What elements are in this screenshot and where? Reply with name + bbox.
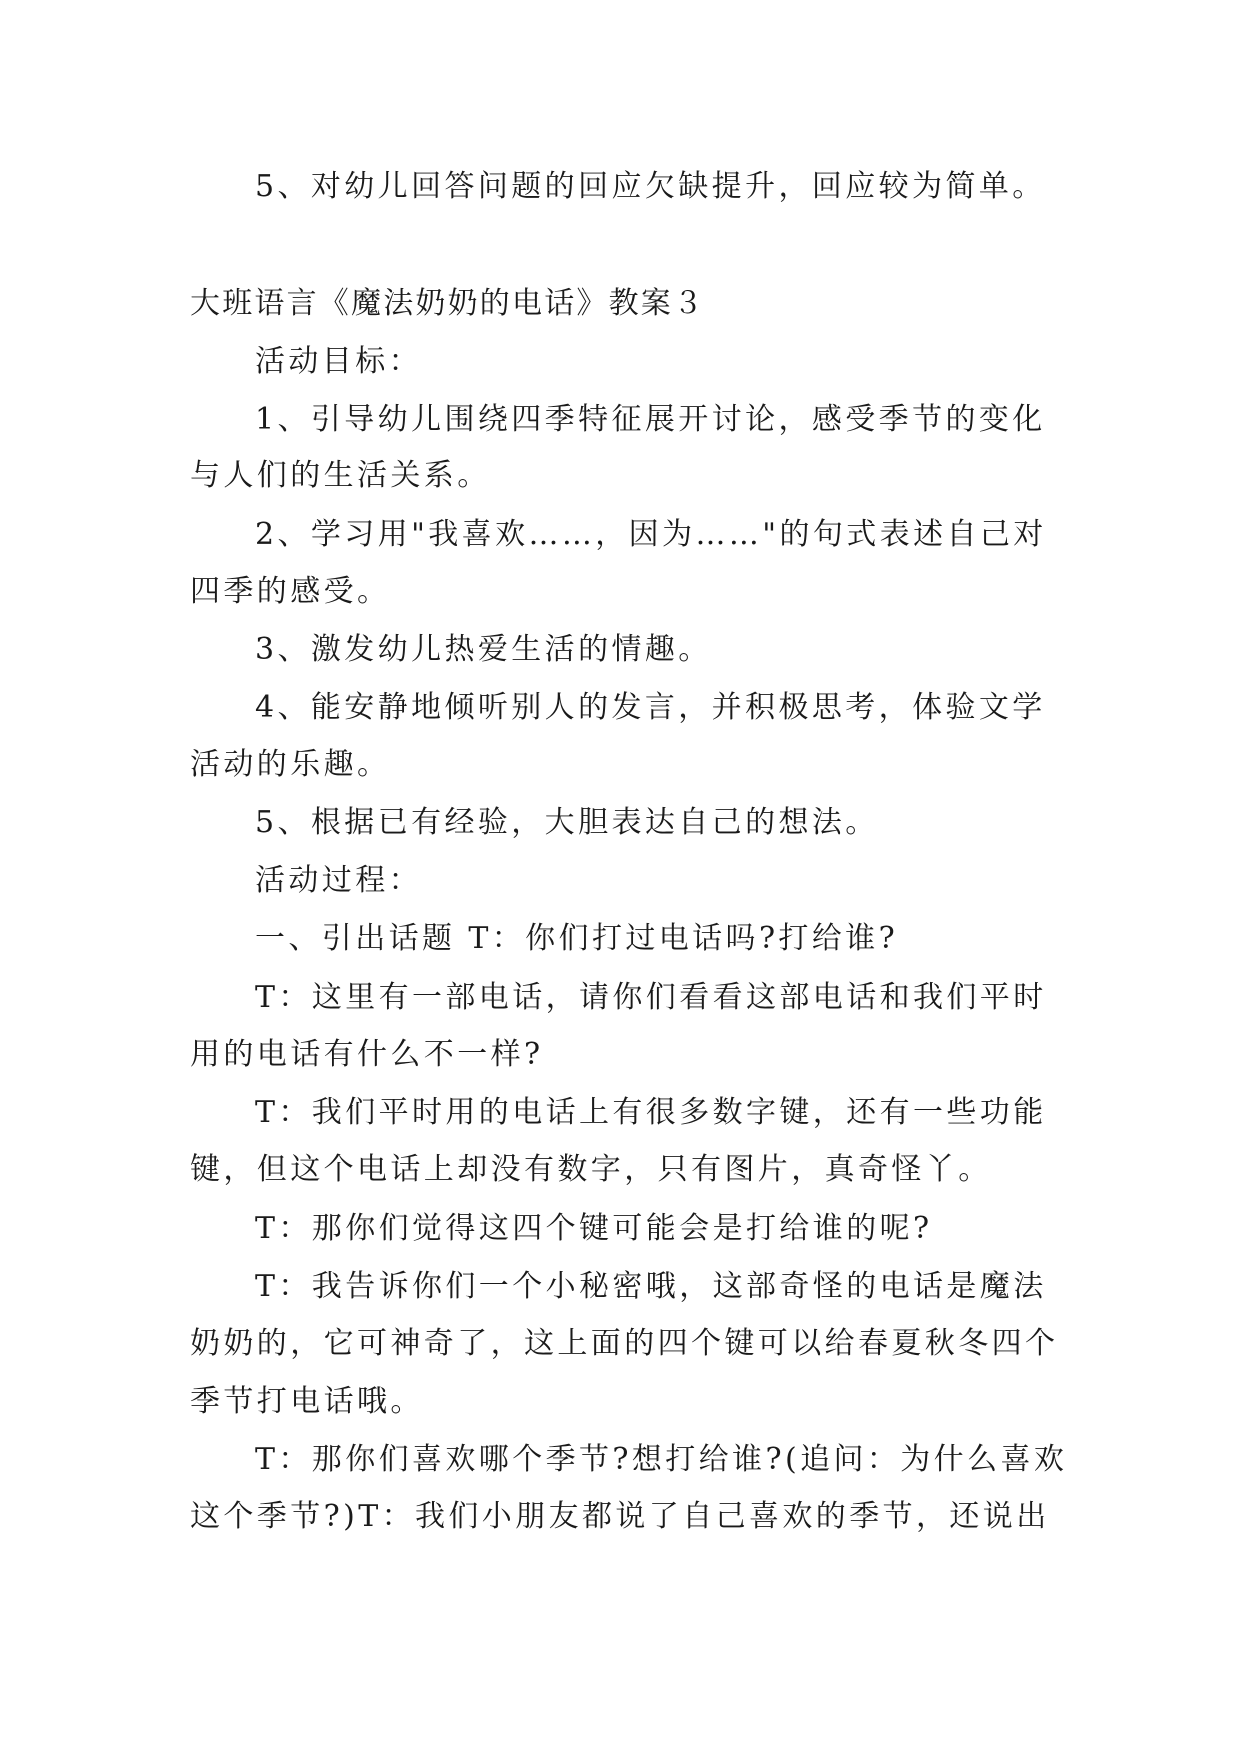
paragraph-line: 2、学习用"我喜欢……，因为……"的句式表述自己对 <box>255 517 1047 552</box>
paragraph-line: 1、引导幼儿围绕四季特征展开讨论，感受季节的变化 <box>255 402 1046 437</box>
paragraph-line: 5、根据已有经验，大胆表达自己的想法。 <box>255 805 879 840</box>
paragraph-line: T：这里有一部电话，请你们看看这部电话和我们平时 <box>255 980 1047 1015</box>
paragraph-line: 3、激发幼儿热爱生活的情趣。 <box>255 632 712 667</box>
paragraph-line: 键，但这个电话上却没有数字，只有图片，真奇怪丫。 <box>190 1152 992 1187</box>
paragraph-line: 与人们的生活关系。 <box>190 458 491 493</box>
paragraph-line: 活动的乐趣。 <box>190 747 391 782</box>
paragraph-line: T：我们平时用的电话上有很多数字键，还有一些功能 <box>255 1095 1047 1130</box>
paragraph-line: 4、能安静地倾听别人的发言，并积极思考，体验文学 <box>255 690 1046 725</box>
paragraph-line: 奶奶的，它可神奇了，这上面的四个键可以给春夏秋冬四个 <box>190 1326 1059 1361</box>
paragraph-line: T：我告诉你们一个小秘密哦，这部奇怪的电话是魔法 <box>255 1269 1047 1304</box>
paragraph-line: 四季的感受。 <box>190 574 391 609</box>
paragraph-line: 一、引出话题 T：你们打过电话吗?打给谁? <box>255 921 899 956</box>
paragraph-line: 活动过程： <box>255 863 422 898</box>
paragraph-line: T：那你们喜欢哪个季节?想打给谁?(追问：为什么喜欢 <box>255 1442 1068 1477</box>
paragraph-line: 季节打电话哦。 <box>190 1384 424 1419</box>
section-heading: 大班语言《魔法奶奶的电话》教案３ <box>190 286 706 321</box>
paragraph-line: T：那你们觉得这四个键可能会是打给谁的呢? <box>255 1211 933 1246</box>
paragraph-line: 这个季节?)T：我们小朋友都说了自己喜欢的季节，还说出 <box>190 1499 1050 1534</box>
paragraph-line: 用的电话有什么不一样? <box>190 1037 544 1072</box>
paragraph-line: 5、对幼儿回答问题的回应欠缺提升，回应较为简单。 <box>255 169 1046 204</box>
paragraph-line: 活动目标： <box>255 344 422 379</box>
